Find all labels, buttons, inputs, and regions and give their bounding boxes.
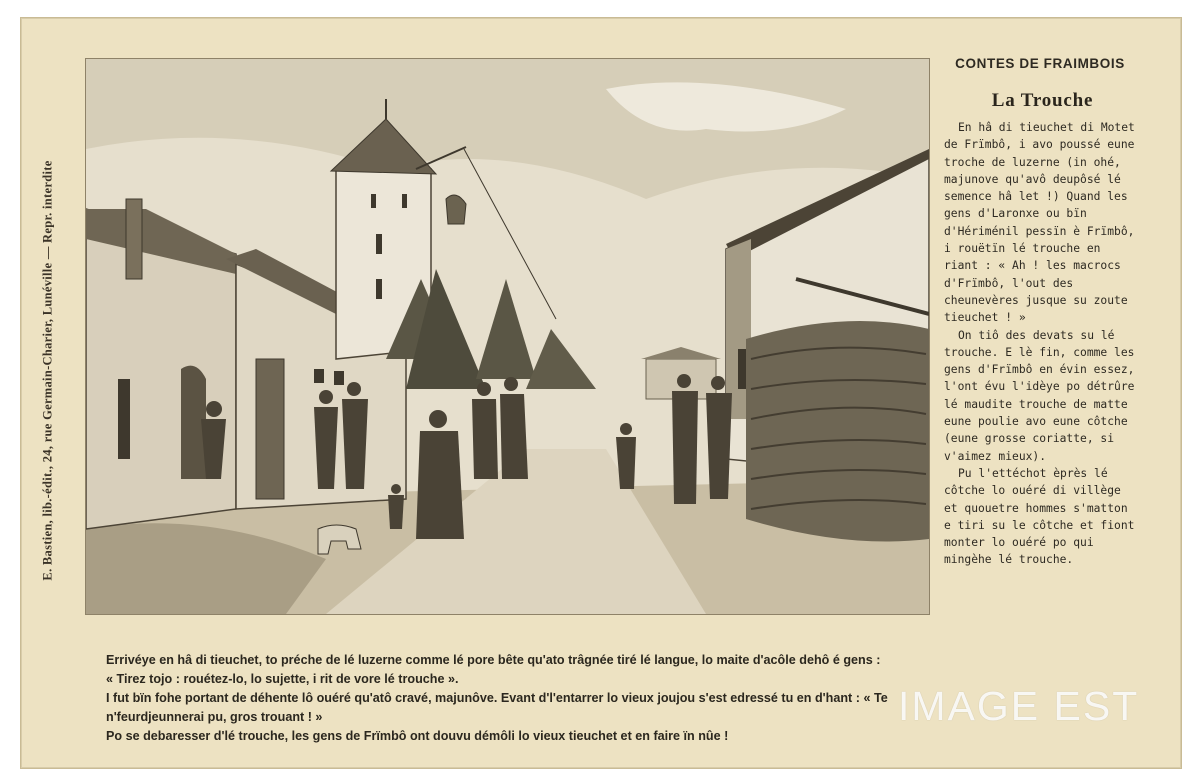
watermark: IMAGE EST	[898, 683, 1140, 729]
caption-line: Errivéye en hâ di tieuchet, to préche de lé luzerne comme lé pore bête qu'ato trâgnée tiré lé langue, lo maite d'acôle dehô é gens :	[106, 653, 881, 667]
caption-line: n'feurdjeunnerai pu, gros trouant ! »	[106, 710, 323, 724]
publisher-imprint-text: E. Bastien, lib.-édit., 24, rue Germain-Charier, Lunéville — Repr. interdite	[40, 159, 55, 581]
caption-line: « Tirez tojo : rouétez-lo, lo sujette, i rit de vore lé trouche ».	[106, 672, 459, 686]
story-text	[944, 119, 1139, 569]
story-paragraph: On tiô des devats su lé trouche. E lè fin, comme les gens d'Frïmbô en évin essez, l'ont évu l'idèye po détrûre lé maudite trouche de matte eune poulie avo eune côtche (eune grosse coriatte, si v'aimez mieux).	[944, 328, 1135, 463]
village-illustration	[85, 58, 930, 615]
series-title: CONTES DE FRAIMBOIS	[955, 56, 1125, 71]
caption-line: Po se debaresser d'lé trouche, les gens de Frïmbô ont douvu démôli lo vieux tieuchet et en faire ïn nûe !	[106, 729, 729, 743]
story-paragraph: En hâ di tieuchet di Motet de Frïmbô, i avo poussé eune troche de luzerne (in ohé, majunove qu'avô deupôsé lé semence hâ let !) Quand les gens d'Laronxe ou bïn d'Hériménil pessïn è Frïmbô, i rouëtïn lé trouche en riant : « Ah ! les macrocs d'Frïmbô, l'out des cheunevères jusque su zoute tieuchet ! »	[944, 121, 1135, 325]
story-paragraph: Pu l'ettéchot èprès lé côtche lo ouéré di villège et quouetre hommes s'matton e tiri su le côtche et fiont monter lo ouéré po qui mingèhe lé trouche.	[944, 466, 1135, 567]
publisher-imprint	[38, 90, 58, 650]
caption-line: I fut bïn fohe portant de déhente lô ouéré qu'atô cravé, majunôve. Evant d'l'entarrer lo vieux joujou s'est edressé tu en d'hant : « Te	[106, 691, 888, 705]
illustration-drawing	[86, 59, 929, 614]
story-title: La Trouche	[991, 90, 1094, 111]
